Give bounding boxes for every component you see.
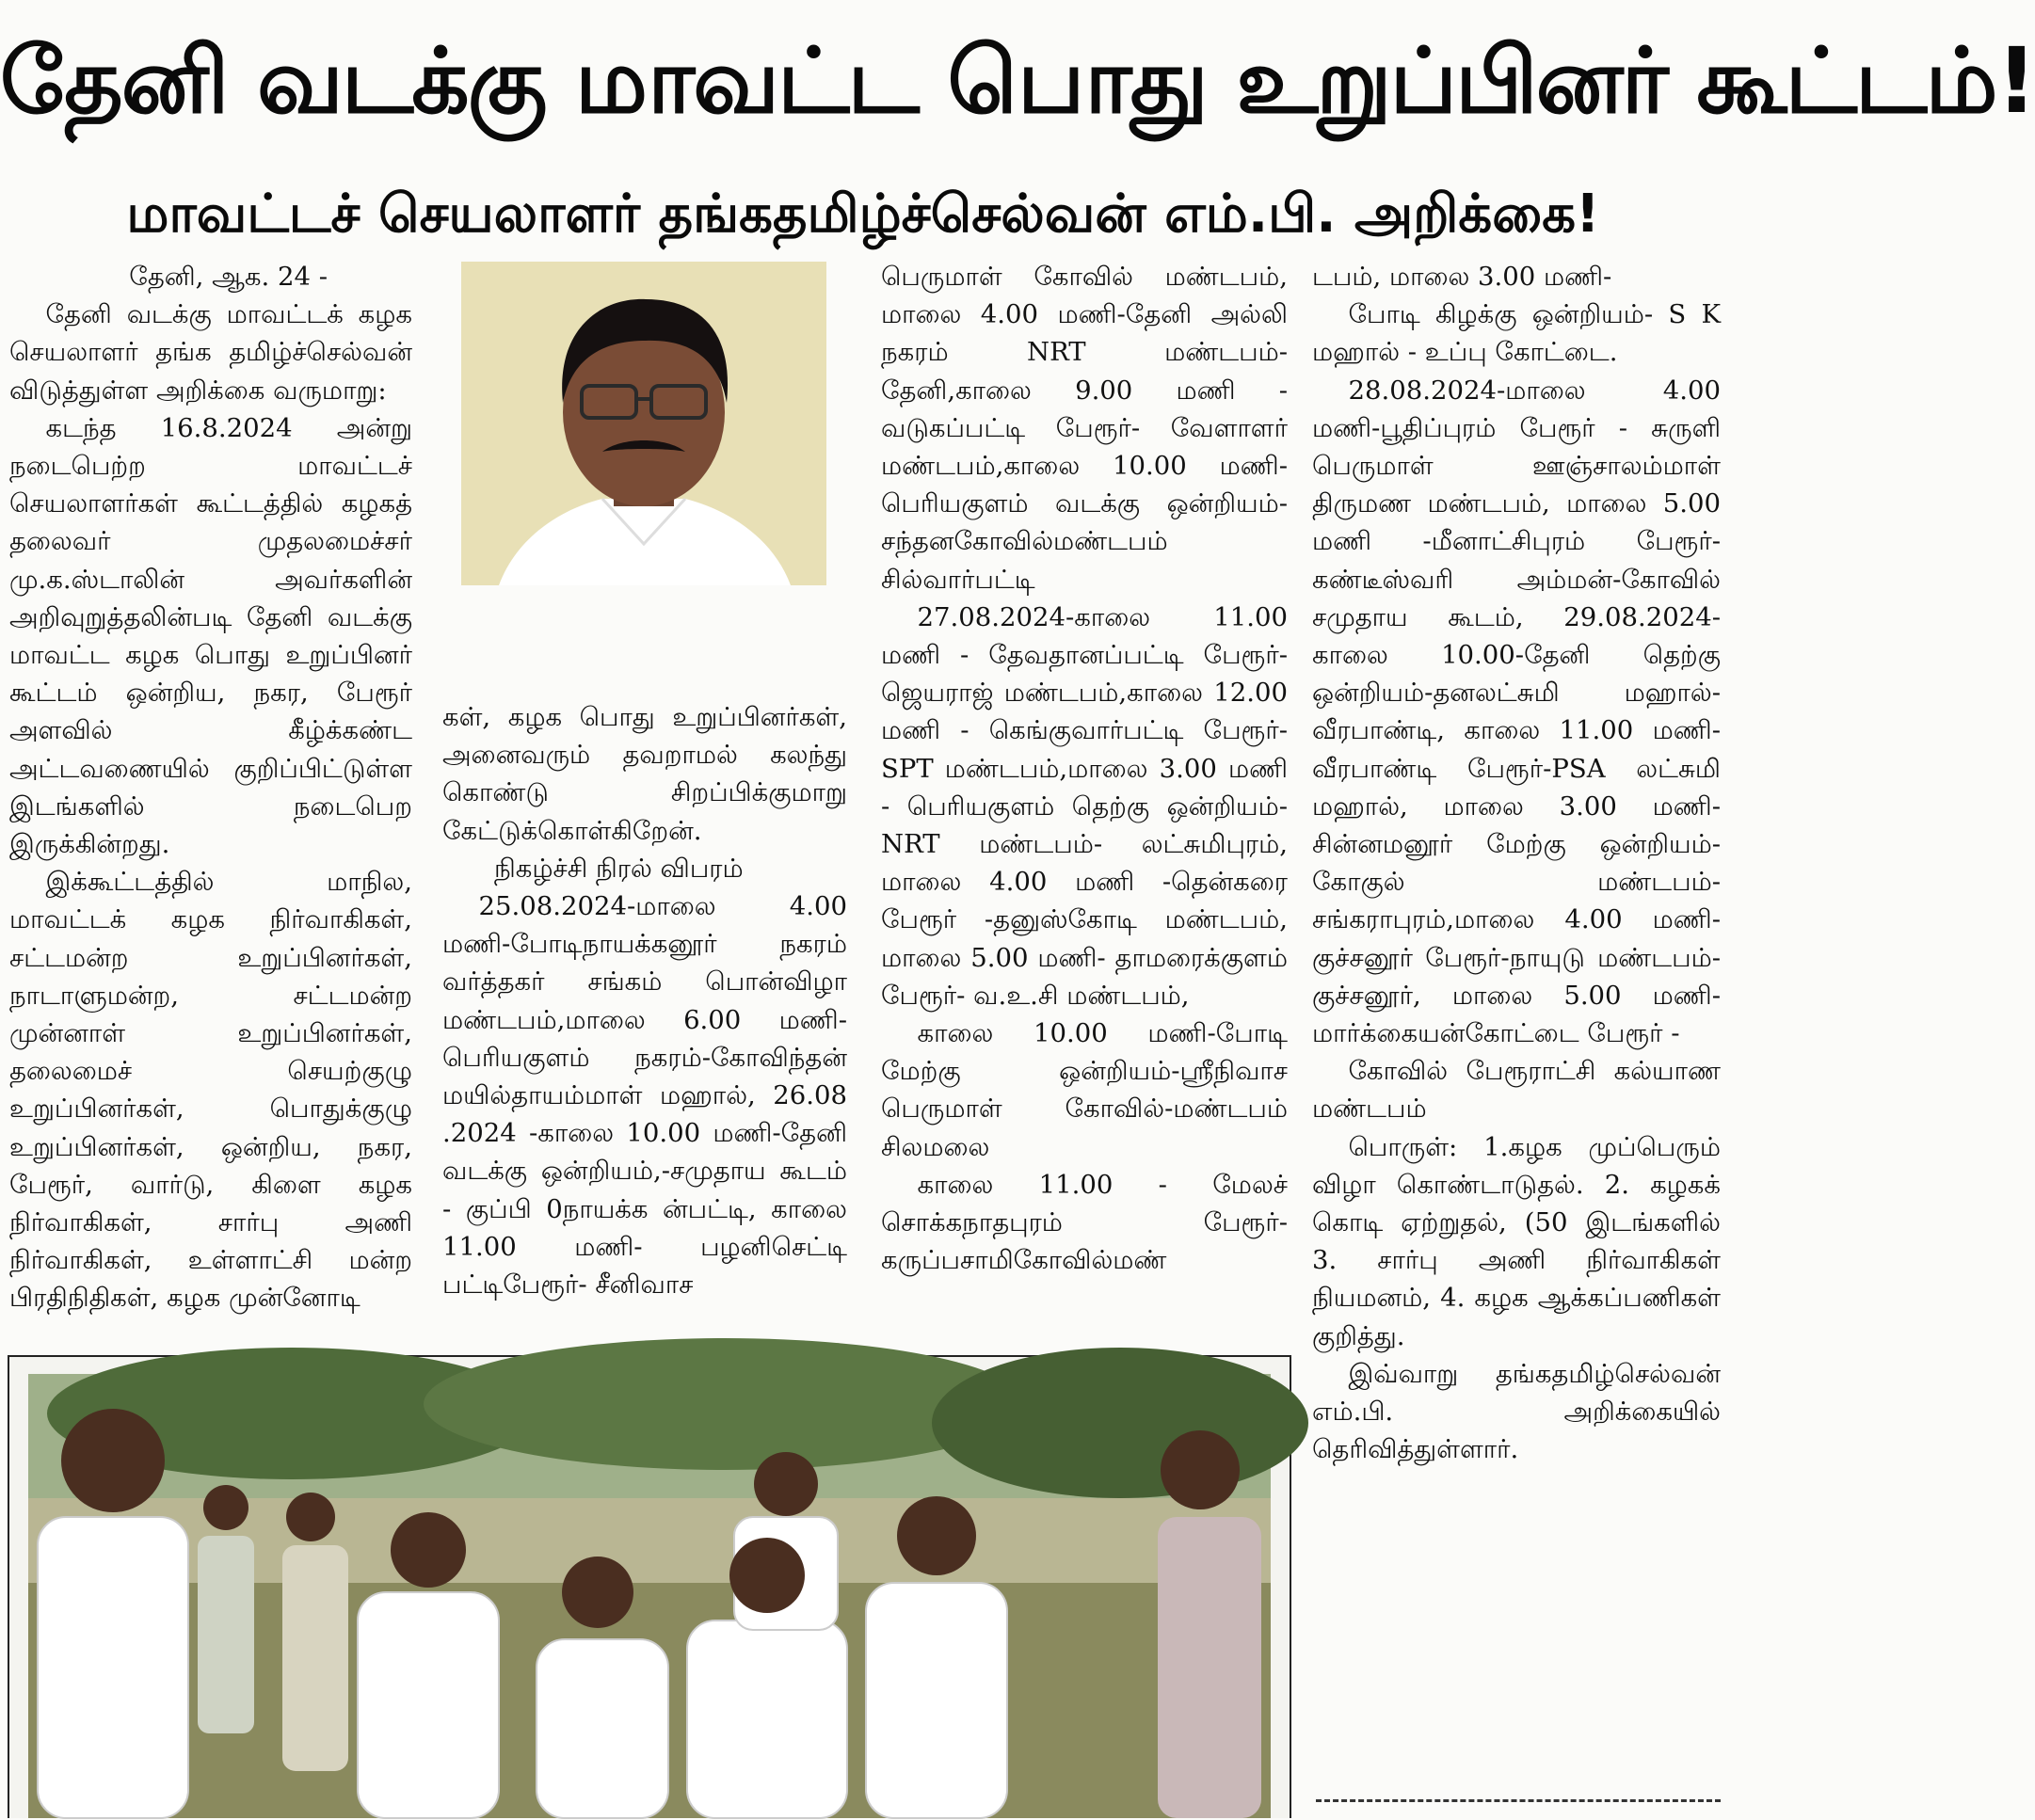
paragraph: கோவில் பேரூராட்சி கல்யாண மண்டபம்	[1312, 1056, 1721, 1125]
group-photo	[8, 1355, 1291, 1818]
headline: தேனி வடக்கு மாவட்ட பொது உறுப்பினர் கூட்டம்!	[0, 28, 2035, 134]
paragraph: இக்கூட்டத்தில் மாநில, மாவட்டக் கழக நிர்வாகிகள், சட்டமன்ற உறுப்பினர்கள், நாடாளுமன்ற, சட்டமன்ற முன்னாள் உறுப்பினர்கள், தலைமைச் செயற்குழு உறுப்பினர்கள், பொதுக்குழு உறுப்பினர்கள், ஒன்றிய, நகர, பேரூர், வார்டு, கிளை கழக நிர்வாகிகள், சார்பு அணி நிர்வாகிகள், உள்ளாட்சி மன்ற பிரதிநிதிகள், கழக முன்னோடி	[9, 867, 412, 1314]
paragraph: காலை 10.00 மணி-போடி மேற்கு ஒன்றியம்-ஸ்ரீநிவாச பெருமாள் கோவில்-மண்டபம் சிலமலை	[881, 1018, 1288, 1162]
end-rule	[1316, 1799, 1721, 1802]
paragraph: டபம், மாலை 3.00 மணி-	[1312, 262, 1612, 292]
schedule-heading: நிகழ்ச்சி நிரல் விபரம்	[494, 853, 744, 884]
article-column-3	[881, 258, 1288, 1340]
paragraph: காலை 11.00 - மேலச் சொக்கநாதபுரம் பேரூர்-கருப்பசாமிகோவில்மண்	[881, 1169, 1288, 1276]
subheadline: மாவட்டச் செயலாளர் தங்கதமிழ்ச்செல்வன் எம்.பி. அறிக்கை!	[126, 184, 1600, 245]
paragraph: பெருமாள் கோவில் மண்டபம், மாலை 4.00 மணி-தேனி அல்லி நகரம் NRT மண்டபம்- தேனி,காலை 9.00 மணி - வடுகப்பட்டி பேரூர்- வேளாளர் மண்டபம்,காலை 10.00 மணி-பெரியகுளம் வடக்கு ஒன்றியம்- சந்தனகோவில்மண்டபம் சில்வார்பட்டி	[881, 262, 1288, 595]
dateline: தேனி, ஆக. 24 -	[129, 262, 328, 292]
portrait-photo	[461, 262, 826, 585]
paragraph: பொருள்: 1.கழக முப்பெரும் விழா கொண்டாடுதல். 2. கழகக் கொடி ஏற்றுதல், (50 இடங்களில் 3. சார்பு அணி நிர்வாகிகள் நியமனம், 4. கழக ஆக்கப்பணிகள் குறித்து.	[1312, 1131, 1721, 1351]
paragraph: 25.08.2024-மாலை 4.00 மணி-போடிநாயக்கனூர் நகரம் வர்த்தகர் சங்கம் பொன்விழா மண்டபம்,மாலை 6.00 மணி-பெரியகுளம் நகரம்-கோவிந்தன் மயில்தாயம்மாள் மஹால், 26.08 .2024 -காலை 10.00 மணி-தேனி வடக்கு ஒன்றியம்,-சமுதாய கூடம் - குப்பி 0நாயக்க ன்பட்டி, காலை 11.00 மணி- பழனிசெட்டி பட்டிபேரூர்- சீனிவாச	[442, 891, 847, 1301]
paragraph: போடி கிழக்கு ஒன்றியம்- S K மஹால் - உப்பு கோட்டை.	[1312, 299, 1721, 368]
paragraph: தேனி வடக்கு மாவட்டக் கழக செயலாளர் தங்க தமிழ்ச்செல்வன் விடுத்துள்ள அறிக்கை வருமாறு:	[9, 299, 412, 406]
paragraph: 27.08.2024-காலை 11.00 மணி - தேவதானப்பட்டி பேரூர்-ஜெயராஜ் மண்டபம்,காலை 12.00 மணி - கெங்குவார்பட்டி பேரூர்-SPT மண்டபம்,மாலை 3.00 மணி - பெரியகுளம் தெற்கு ஒன்றியம்-NRT மண்டபம்- லட்சுமிபுரம், மாலை 4.00 மணி -தென்கரை பேரூர் -தனுஸ்கோடி மண்டபம், மாலை 5.00 மணி- தாமரைக்குளம் பேரூர்- வ.உ.சி மண்டபம்,	[881, 601, 1288, 1011]
paragraph: கள், கழக பொது உறுப்பினர்கள், அனைவரும் தவறாமல் கலந்து கொண்டு சிறப்பிக்குமாறு கேட்டுக்கொள்கிறேன்.	[442, 702, 847, 846]
paragraph: 28.08.2024-மாலை 4.00 மணி-பூதிப்புரம் பேரூர் - சுருளி பெருமாள் ஊஞ்சாலம்மாள் திருமண மண்டபம், மாலை 5.00 மணி -மீனாட்சிபுரம் பேரூர்-கண்டீஸ்வரி அம்மன்-கோவில் சமுதாய கூடம், 29.08.2024-காலை 10.00-தேனி தெற்கு ஒன்றியம்-தனலட்சுமி மஹால்-வீரபாண்டி, காலை 11.00 மணி- வீரபாண்டி பேரூர்-PSA லட்சுமி மஹால், மாலை 3.00 மணி- சின்னமனூர் மேற்கு ஒன்றியம்-கோகுல் மண்டபம்-சங்கராபுரம்,மாலை 4.00 மணி-குச்சனூர் பேரூர்-நாயுடு மண்டபம்-குச்சனூர், மாலை 5.00 மணி-மார்க்கையன்கோட்டை பேரூர் -	[1312, 375, 1721, 1049]
paragraph: கடந்த 16.8.2024 அன்று நடைபெற்ற மாவட்டச் செயலாளர்கள் கூட்டத்தில் கழகத் தலைவர் முதலமைச்சர் மு.க.ஸ்டாலின் அவர்களின் அறிவுறுத்தலின்படி தேனி வடக்கு மாவட்ட கழக பொது உறுப்பினர் கூட்டம் ஒன்றிய, நகர, பேரூர் அளவில் கீழ்க்கண்ட அட்டவணையில் குறிப்பிட்டுள்ள இடங்களில் நடைபெற இருக்கின்றது.	[9, 412, 412, 860]
article-column-4	[1312, 258, 1721, 1820]
paragraph: இவ்வாறு தங்கதமிழ்செல்வன் எம்.பி. அறிக்கையில் தெரிவித்துள்ளார்.	[1312, 1358, 1721, 1465]
